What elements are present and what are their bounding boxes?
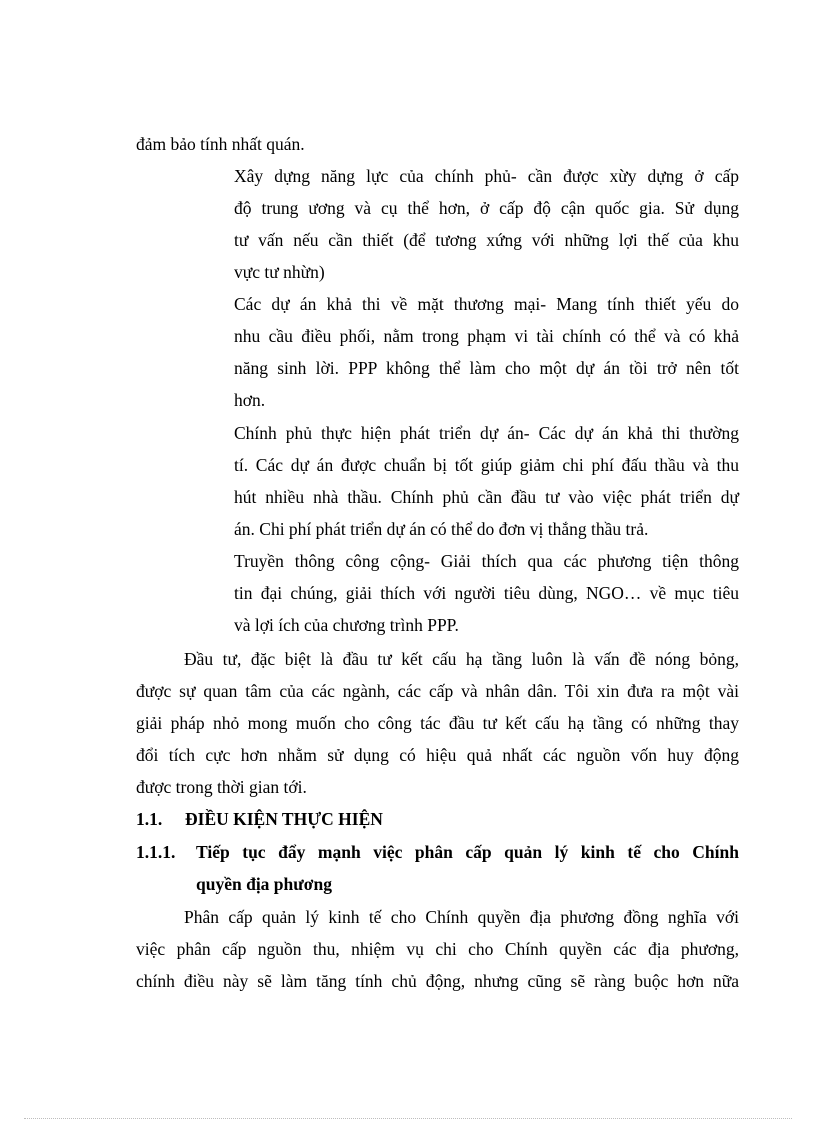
text-line: nhu cầu điều phối, nằm trong phạm vi tài chính có thể và có khả — [234, 326, 739, 346]
text-line: Truyền thông công cộng- Giải thích qua các phương tiện thông — [234, 551, 739, 571]
text-line: Phân cấp quản lý kinh tế cho Chính quyền địa phương đồng nghĩa với — [184, 907, 739, 927]
text-line: được sự quan tâm của các ngành, các cấp và nhân dân. Tôi xin đưa ra một vài — [136, 681, 739, 701]
text-line: chính điều này sẽ làm tăng tính chủ động, nhưng cũng sẽ ràng buộc hơn nữa — [136, 971, 739, 991]
subsection-number: 1.1.1. — [136, 842, 176, 862]
text-line: hơn. — [234, 390, 266, 410]
page-bottom-border — [24, 1118, 792, 1119]
text-line: hút nhiều nhà thầu. Chính phủ cần đầu tư vào việc phát triển dự — [234, 487, 739, 507]
text-line: việc phân cấp nguồn thu, nhiệm vụ chi cho Chính quyền các địa phương, — [136, 939, 739, 959]
text-line: Đầu tư, đặc biệt là đầu tư kết cấu hạ tầng luôn là vấn đề nóng bỏng, — [184, 649, 739, 669]
section-heading: ĐIỀU KIỆN THỰC HIỆN — [185, 809, 383, 829]
subsection-heading-cont: quyền địa phương — [196, 874, 332, 894]
text-line: tin đại chúng, giải thích với người tiêu dùng, NGO… về mục tiêu — [234, 583, 739, 603]
text-line: tư vấn nếu cần thiết (để tương xứng với những lợi thế của khu — [234, 230, 739, 250]
text-line: tí. Các dự án được chuẩn bị tốt giúp giảm chi phí đấu thầu và thu — [234, 455, 739, 475]
text-line: Các dự án khả thi về mặt thương mại- Mang tính thiết yếu do — [234, 294, 739, 314]
text-line: độ trung ương và cụ thể hơn, ở cấp độ cận quốc gia. Sử dụng — [234, 198, 739, 218]
section-number: 1.1. — [136, 809, 163, 829]
text-line: năng sinh lời. PPP không thể làm cho một dự án tồi trở nên tốt — [234, 358, 739, 378]
text-line: đổi tích cực hơn nhằm sử dụng có hiệu quả nhất các nguồn vốn huy động — [136, 745, 739, 765]
text-line: và lợi ích của chương trình PPP. — [234, 615, 459, 635]
text-line: được trong thời gian tới. — [136, 777, 307, 797]
text-line: đảm bảo tính nhất quán. — [136, 134, 305, 154]
text-line: án. Chi phí phát triển dự án có thể do đơn vị thắng thầu trả. — [234, 519, 649, 539]
text-line: Chính phủ thực hiện phát triển dự án- Các dự án khả thi thường — [234, 423, 739, 443]
text-line: giải pháp nhỏ mong muốn cho công tác đầu tư kết cấu hạ tầng có những thay — [136, 713, 739, 733]
text-line: vực tư nhừn) — [234, 262, 325, 282]
text-line: Xây dựng năng lực của chính phủ- cần được xừy dựng ở cấp — [234, 166, 739, 186]
subsection-heading: Tiếp tục đẩy mạnh việc phân cấp quản lý kinh tế cho Chính — [196, 842, 739, 862]
